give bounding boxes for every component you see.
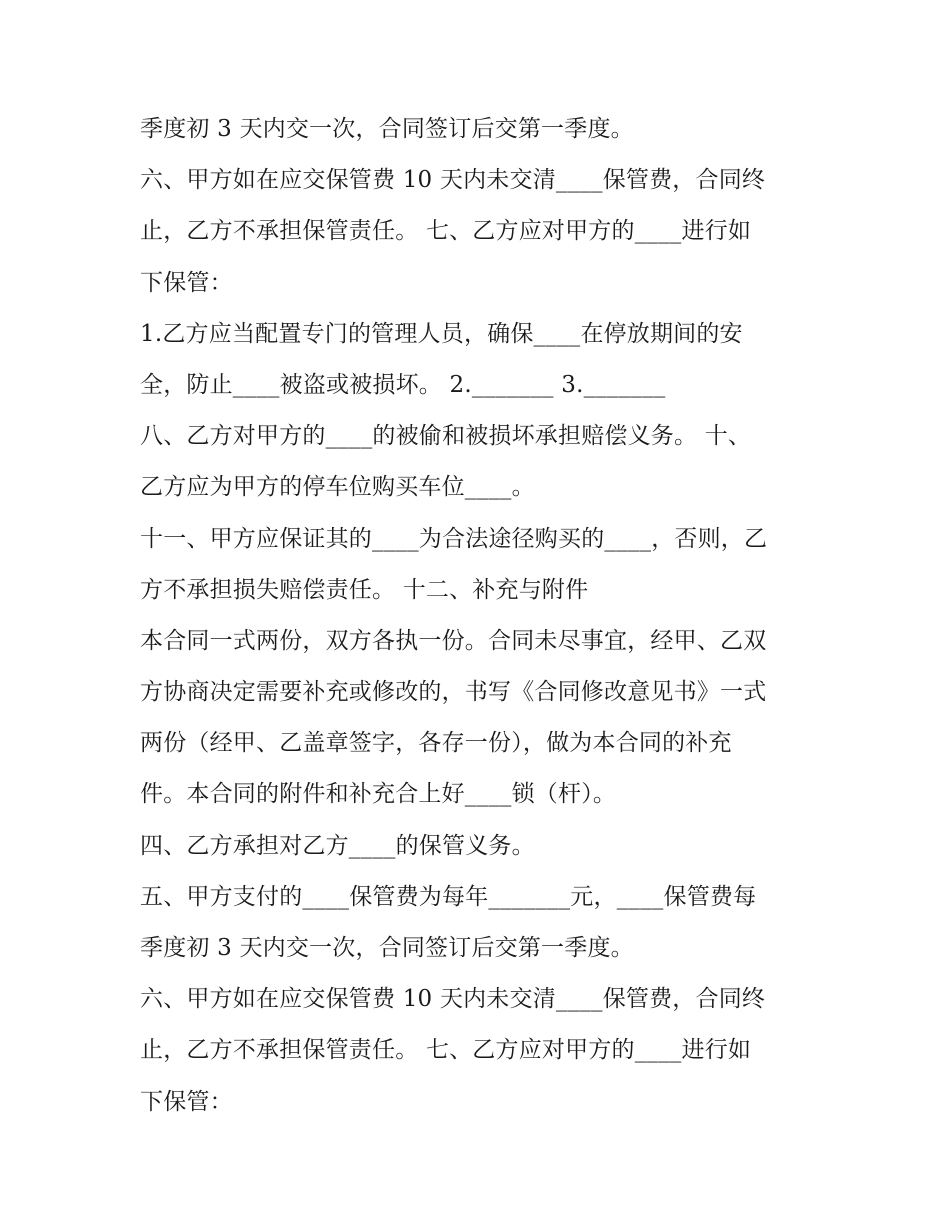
text-line: 六、甲方如在应交保管费 10 天内未交清____保管费，合同终 <box>140 167 766 194</box>
text-line: 五、甲方支付的____保管费为每年_______元，____保管费每 <box>140 883 757 910</box>
text-line: 本合同一式两份，双方各执一份。合同未尽事宜，经甲、乙双 <box>140 627 767 654</box>
contract-body <box>140 104 830 1128</box>
text-line: 季度初 3 天内交一次，合同签订后交第一季度。 <box>140 935 634 961</box>
text-line: 件。本合同的附件和补充合上好____锁（杆）。 <box>140 781 617 808</box>
text-line: 方协商决定需要补充或修改的，书写《合同修改意见书》一式 <box>140 679 767 706</box>
text-line: 六、甲方如在应交保管费 10 天内未交清____保管费，合同终 <box>140 986 766 1013</box>
text-line: 1.乙方应当配置专门的管理人员，确保____在停放期间的安 <box>140 320 743 347</box>
text-line: 止，乙方不承担保管责任。 七、乙方应对甲方的____进行如 <box>140 1037 752 1064</box>
text-line: 下保管： <box>140 1088 233 1115</box>
text-line: 季度初 3 天内交一次，合同签订后交第一季度。 <box>140 116 634 142</box>
text-line: 方不承担损失赔偿责任。 十二、补充与附件 <box>140 576 589 603</box>
text-line: 全，防止____被盗或被损坏。 2._______ 3._______ <box>140 371 666 398</box>
text-line: 八、乙方对甲方的____的被偷和被损坏承担赔偿义务。 十、 <box>140 423 752 450</box>
text-line: 十一、甲方应保证其的____为合法途径购买的____，否则，乙 <box>140 525 768 552</box>
text-line: 四、乙方承担对乙方____的保管义务。 <box>140 832 535 859</box>
text-line: 止，乙方不承担保管责任。 七、乙方应对甲方的____进行如 <box>140 218 752 245</box>
text-line: 两份（经甲、乙盖章签字，各存一份），做为本合同的补充 <box>140 730 732 757</box>
text-line: 下保管： <box>140 269 233 296</box>
text-line: 乙方应为甲方的停车位购买车位____。 <box>140 474 535 501</box>
